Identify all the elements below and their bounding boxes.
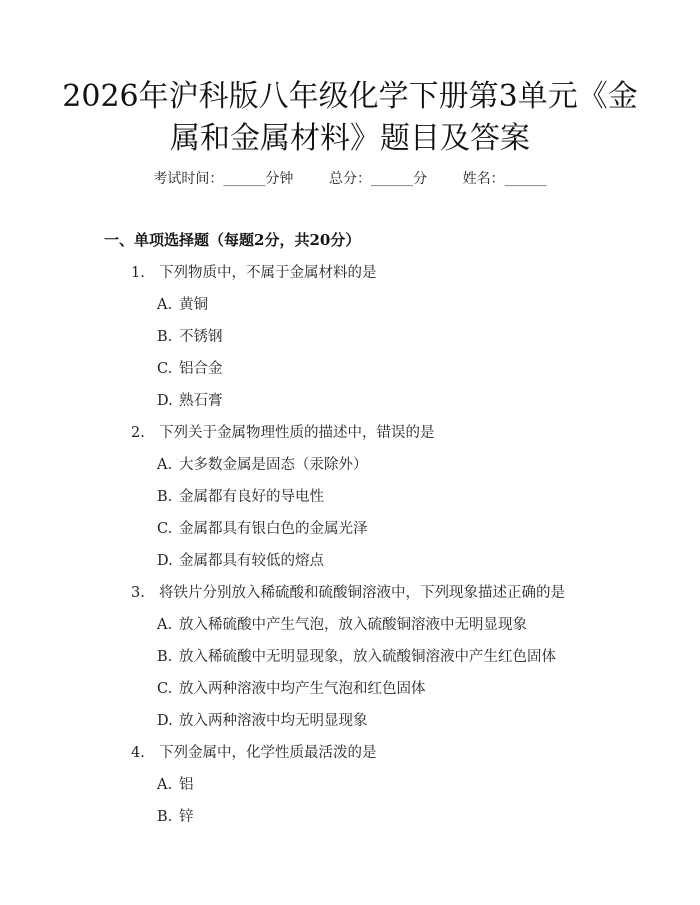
option-text: 放入两种溶液中均产生气泡和红色固体: [179, 681, 426, 697]
question-text: 下列物质中，不属于金属材料的是: [159, 265, 377, 281]
option-letter: C.: [157, 681, 173, 697]
option-text: 黄铜: [179, 297, 208, 313]
option-text: 放入两种溶液中均无明显现象: [179, 713, 368, 729]
option-letter: D.: [157, 393, 173, 409]
question-1-option-d: [157, 389, 223, 410]
option-letter: A.: [157, 617, 173, 633]
option-text: 金属都有良好的导电性: [179, 489, 324, 505]
total-score-label: 总分：______分: [329, 171, 427, 187]
option-text: 放入稀硫酸中产生气泡，放入硫酸铜溶液中无明显现象: [179, 617, 527, 633]
question-3-option-c: [157, 677, 426, 698]
question-text: 下列金属中，化学性质最活泼的是: [159, 745, 377, 761]
option-letter: D.: [157, 553, 173, 569]
section-heading: 一、单项选择题（每题2分，共20分）: [104, 231, 361, 249]
option-text: 锌: [179, 809, 194, 825]
exam-time-label: 考试时间：______分钟: [153, 171, 294, 187]
option-letter: B.: [157, 809, 173, 825]
document-title-line-2: 属和金属材料》题目及答案: [170, 121, 530, 156]
option-text: 不锈钢: [179, 329, 223, 345]
question-2-option-d: [157, 549, 324, 570]
option-letter: D.: [157, 713, 173, 729]
option-text: 铝合金: [179, 361, 223, 377]
option-text: 大多数金属是固态（汞除外）: [179, 457, 368, 473]
question-4-option-a: [157, 773, 194, 794]
option-letter: A.: [157, 297, 173, 313]
option-letter: C.: [157, 521, 173, 537]
question-3-option-d: [157, 709, 368, 730]
question-3: [131, 581, 565, 602]
question-3-option-b: [157, 645, 556, 666]
option-text: 熟石膏: [179, 393, 223, 409]
option-text: 金属都具有银白色的金属光泽: [179, 521, 368, 537]
question-text: 将铁片分别放入稀硫酸和硫酸铜溶液中，下列现象描述正确的是: [159, 585, 565, 601]
option-text: 放入稀硫酸中无明显现象，放入硫酸铜溶液中产生红色固体: [179, 649, 556, 665]
question-number: 1.: [131, 265, 145, 281]
option-letter: B.: [157, 649, 173, 665]
document-title-line-1: 2026年沪科版八年级化学下册第3单元《金: [62, 79, 638, 114]
question-2-option-c: [157, 517, 368, 538]
question-number: 3.: [131, 585, 145, 601]
question-text: 下列关于金属物理性质的描述中，错误的是: [159, 425, 435, 441]
question-2: [131, 421, 435, 442]
question-1-option-b: [157, 325, 223, 346]
question-number: 4.: [131, 745, 145, 761]
option-letter: B.: [157, 489, 173, 505]
exam-meta-line: [0, 168, 700, 188]
question-1-option-c: [157, 357, 223, 378]
question-2-option-a: [157, 453, 368, 474]
question-number: 2.: [131, 425, 145, 441]
question-3-option-a: [157, 613, 527, 634]
question-1: [131, 261, 377, 282]
option-text: 铝: [179, 777, 194, 793]
option-letter: B.: [157, 329, 173, 345]
option-letter: C.: [157, 361, 173, 377]
option-text: 金属都具有较低的熔点: [179, 553, 324, 569]
question-1-option-a: [157, 293, 208, 314]
question-4-option-b: [157, 805, 194, 826]
option-letter: A.: [157, 777, 173, 793]
question-2-option-b: [157, 485, 324, 506]
question-4: [131, 741, 377, 762]
option-letter: A.: [157, 457, 173, 473]
student-name-label: 姓名：______: [462, 171, 547, 187]
